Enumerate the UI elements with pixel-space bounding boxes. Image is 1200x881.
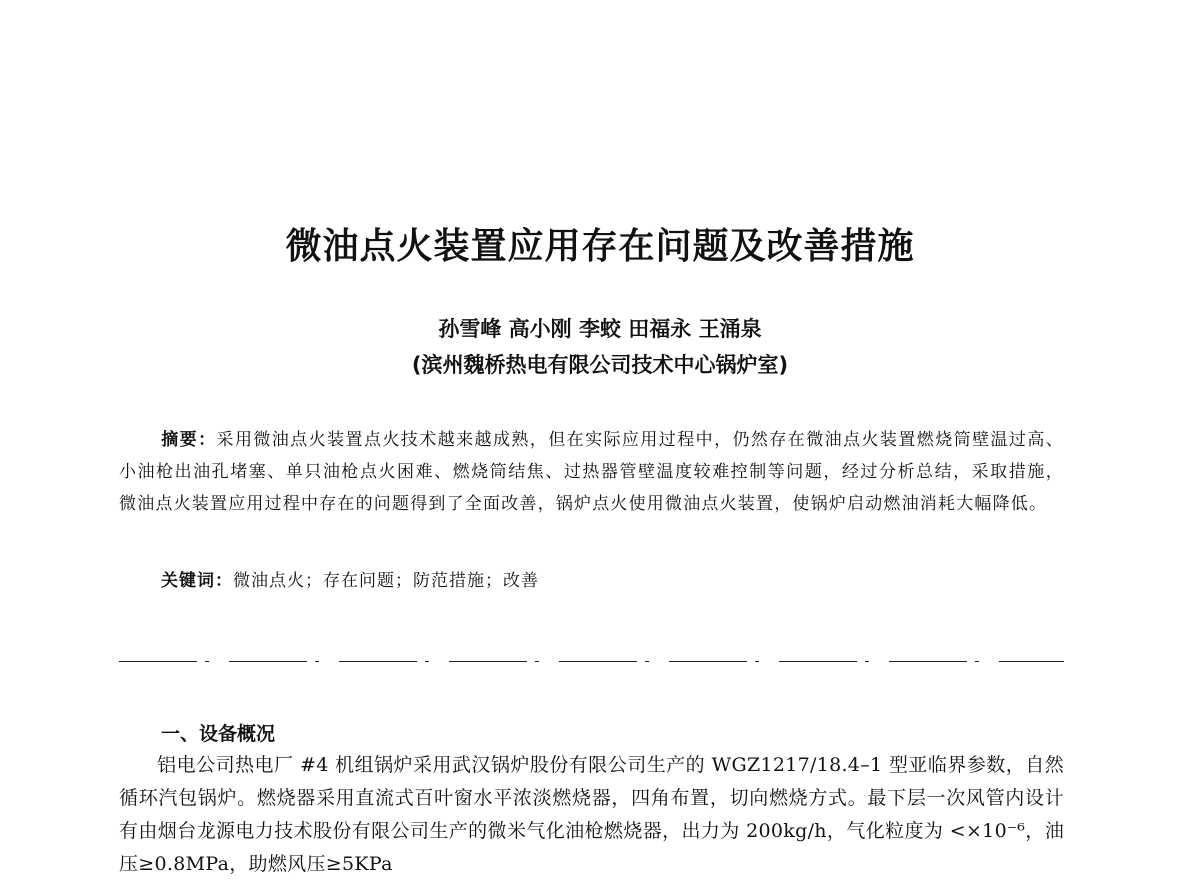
- keywords: [161, 566, 539, 591]
- abstract-label: 摘要：: [161, 430, 217, 450]
- section-divider: [119, 661, 1064, 662]
- section-body: [119, 749, 1064, 881]
- section-heading: 一、设备概况: [161, 723, 276, 745]
- paper-title: 微油点火装置应用存在问题及改善措施: [285, 226, 915, 267]
- keywords-label: 关键词：: [161, 571, 233, 591]
- author-list: 孙雪峰 高小刚 李蛟 田福永 王涌泉: [438, 317, 762, 341]
- keywords-text: 微油点火；存在问题；防范措施；改善: [233, 571, 539, 591]
- abstract: [119, 424, 1064, 520]
- affiliation: (滨州魏桥热电有限公司技术中心锅炉室): [411, 353, 789, 377]
- abstract-text: 采用微油点火装置点火技术越来越成熟，但在实际应用过程中，仍然存在微油点火装置燃烧筒壁温过高、小油枪出油孔堵塞、单只油枪点火困难、燃烧筒结焦、过热器管壁温度较难控制等问题，经过分析总结，采取措施，微油点火装置应用过程中存在的问题得到了全面改善，锅炉点火使用微油点火装置，使锅炉启动燃油消耗大幅降低。: [119, 430, 1064, 514]
- section-body-text: 铝电公司热电厂 #4 机组锅炉采用武汉锅炉股份有限公司生产的 WGZ1217/18.4–1 型亚临界参数，自然循环汽包锅炉。燃烧器采用直流式百叶窗水平浓淡燃烧器，四角布置，切向燃烧方式。最下层一次风管内设计有由烟台龙源电力技术股份有限公司生产的微米气化油枪燃烧器，出力为 200kg/h，气化粒度为 <×10⁻⁶，油压≥0.8MPa，助燃风压≥5KPa: [119, 754, 1064, 875]
